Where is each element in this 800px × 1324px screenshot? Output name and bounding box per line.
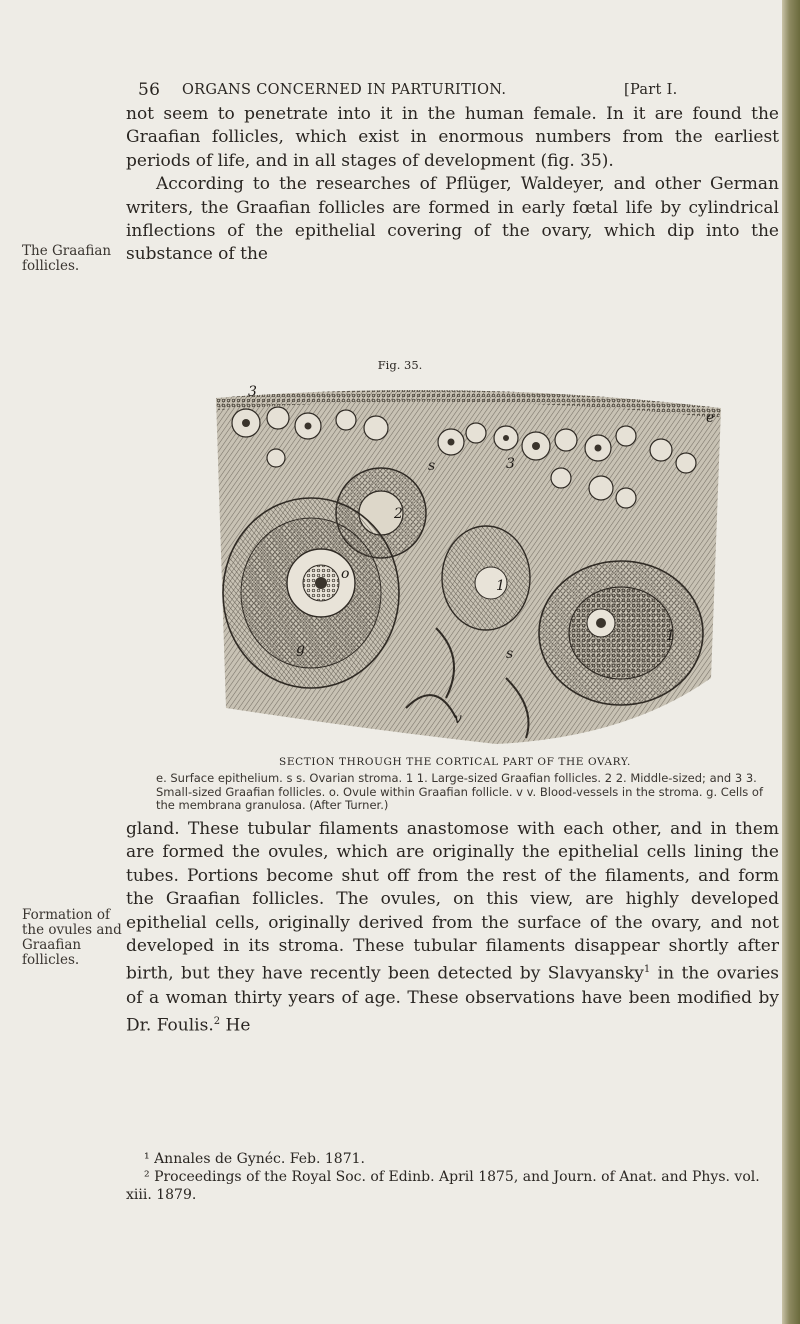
paragraph-gland <box>126 818 779 1038</box>
paragraph-continuation: not seem to penetrate into it in the human female. In it are found the Graafian follicles, which exist in enormous numbers from the earliest periods of life, and in all stages of development (fig. 35). <box>126 104 779 171</box>
figure-label: Fig. 35. <box>377 358 423 372</box>
footnote-1: ¹ Annales de Gynéc. Feb. 1871. <box>144 1151 365 1167</box>
label-s-bottom: s <box>506 646 514 662</box>
label-one-center: 1 <box>496 578 505 594</box>
label-o: o <box>341 566 350 582</box>
paragraph-gland-text-c: He <box>220 1015 251 1036</box>
label-s-top: s <box>428 458 436 474</box>
label-two: 2 <box>394 506 403 522</box>
footnotes <box>126 1150 786 1204</box>
footnote-ref-2: 2 <box>213 1015 221 1027</box>
figure-caption-body: e. Surface epithelium. s s. Ovarian stroma. 1 1. Large-sized Graafian follicles. 2 2. Middle-sized; and 3 3. Small-sized Graafian follicles. o. Ovule within Graafian follicle. v v. Blood-vessels in the stroma. g. Cells of the membrana granulosa. (After Turner.) <box>156 771 764 812</box>
right-large-follicle <box>539 561 703 705</box>
bottom-text-block <box>126 818 779 1038</box>
label-e: e <box>706 410 715 426</box>
ovary-section-illustration <box>206 378 726 746</box>
label-three-left: 3 <box>248 384 257 400</box>
margin-note-formation: Formation of the ovules and Graafian follicles. <box>22 907 122 968</box>
part-label: [Part I. <box>624 82 678 98</box>
footnote-ref-1: 1 <box>643 964 651 976</box>
paragraph-gland-text-b: in the ovaries of a woman thirty years of age. These observations have been modified by Dr. Foulis. <box>126 964 779 1036</box>
margin-note-graafian-follicles: The Graafian follicles. <box>22 243 112 274</box>
label-g: g <box>296 641 305 657</box>
center-follicle <box>442 526 530 630</box>
running-title: ORGANS CONCERNED IN PARTURITION. <box>182 82 507 98</box>
page-number: 56 <box>138 80 161 100</box>
label-one-right: 1 <box>666 628 675 644</box>
figure-caption-title: SECTION THROUGH THE CORTICAL PART OF THE OVARY. <box>279 756 631 768</box>
label-v: v <box>454 711 462 727</box>
label-three-right: 3 <box>506 456 515 472</box>
paragraph-gland-text-a: gland. These tubular filaments anastomose with each other, and in them are formed the ovules, which are originally the epithelial cells lining the tubes. Portions become shut off from the rest of the filaments, and form the Graafian follicles. The ovules, on this view, are highly developed epithelial cells, originally derived from the surface of the ovary, and not developed in its stroma. These tubular filaments disappear shortly after birth, but they have recently been detected by Slavyansky <box>126 819 779 985</box>
paragraph-pfluger: According to the researches of Pflüger, Waldeyer, and other German writers, the Graafian follicles are formed in early fœtal life by cylindrical inflections of the epithelial covering of the ovary, which dip into the substance of the <box>126 174 779 265</box>
top-text-block <box>126 103 779 267</box>
large-follicle <box>223 498 399 688</box>
footnote-2: ² Proceedings of the Royal Soc. of Edinb. April 1875, and Journ. of Anat. and Phys. vol. xiii. 1879. <box>126 1169 760 1203</box>
page-edge <box>782 0 800 1324</box>
